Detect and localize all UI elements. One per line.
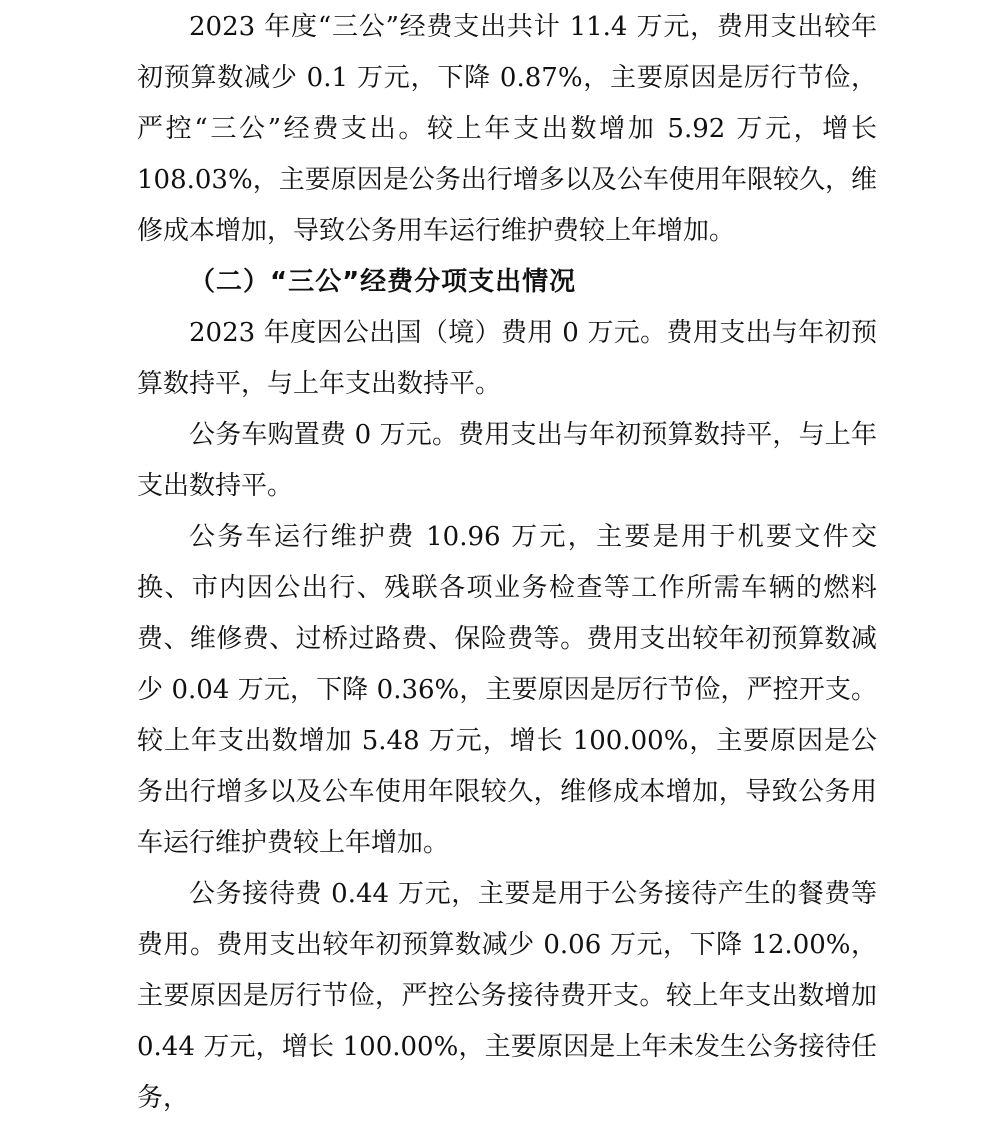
document-page (137, 0, 877, 1124)
paragraph-vehicle-maintenance: 公务车运行维护费 10.96 万元，主要是用于机要文件交换、市内因公出行、残联各项业务检查等工作所需车辆的燃料费、维修费、过桥过路费、保险费等。费用支出较年初预算数减少 0.04 万元，下降 0.36%，主要原因是厉行节俭，严控开支。较上年支出数增加 5.48 万元，增长 100.00%，主要原因是公务出行增多以及公车使用年限较久，维修成本增加，导致公务用车运行维护费较上年增加。 (137, 522, 877, 858)
paragraph-total-expense: 2023 年度“三公”经费支出共计 11.4 万元，费用支出较年初预算数减少 0.1 万元，下降 0.87%，主要原因是厉行节俭，严控“三公”经费支出。较上年支出数增加 5.92 万元，增长 108.03%，主要原因是公务出行增多以及公车使用年限较久，维修成本增加，导致公务用车运行维护费较上年增加。 (137, 12, 877, 246)
paragraph-reception-expense: 公务接待费 0.44 万元，主要是用于公务接待产生的餐费等费用。费用支出较年初预算数减少 0.06 万元，下降 12.00%，主要原因是厉行节俭，严控公务接待费开支。较上年支出数增加 0.44 万元，增长 100.00%，主要原因是上年未发生公务接待任务， (137, 879, 877, 1113)
paragraph-overseas-travel: 2023 年度因公出国（境）费用 0 万元。费用支出与年初预算数持平，与上年支出数持平。 (137, 318, 877, 399)
paragraph-vehicle-purchase: 公务车购置费 0 万元。费用支出与年初预算数持平，与上年支出数持平。 (137, 420, 877, 501)
section-heading: （二）“三公”经费分项支出情况 (189, 267, 577, 297)
